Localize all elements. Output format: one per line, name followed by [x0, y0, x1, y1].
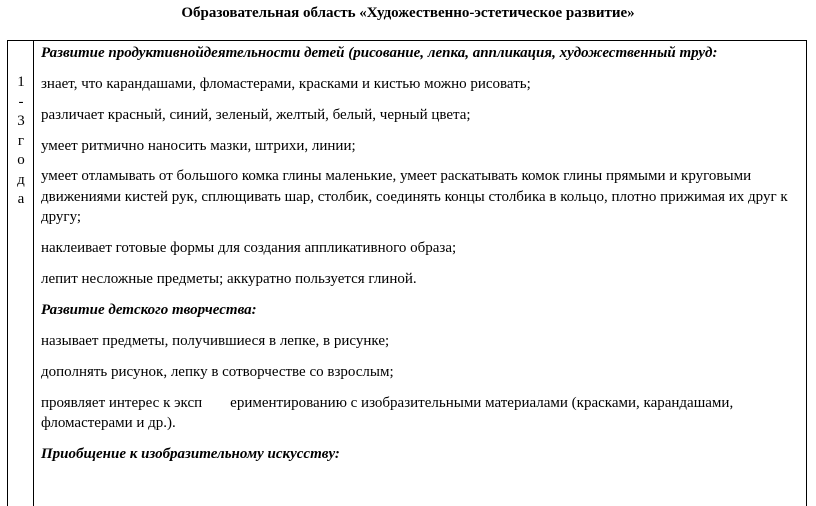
age-char: -	[18, 93, 24, 110]
section-heading-productive: Развитие продуктивнойдеятельности детей (рисование, лепка, аппликация, художественный труд:	[41, 45, 718, 61]
list-item: дополнять рисунок, лепку в сотворчестве со взрослым;	[41, 364, 394, 380]
age-char: 3	[17, 113, 25, 129]
list-item: умеет отламывать от большого комка глины маленькие, умеет раскатывать комок глины прямыми и круговыми	[41, 168, 752, 184]
list-item: знает, что карандашами, фломастерами, красками и кистью можно рисовать;	[41, 76, 531, 92]
section-heading-creativity: Развитие детского творчества:	[41, 302, 257, 318]
age-char: а	[17, 191, 25, 207]
section-heading-art: Приобщение к изобразительному искусству:	[41, 446, 340, 462]
age-char: 1	[17, 74, 25, 90]
age-char: о	[17, 152, 25, 168]
list-item: умеет ритмично наносить мазки, штрихи, линии;	[41, 138, 356, 154]
list-item-part: ериментированию с изобразительными материалами (красками, карандашами,	[230, 395, 734, 411]
age-char: д	[17, 171, 25, 188]
list-item: наклеивает готовые формы для создания аппликативного образа;	[41, 240, 457, 256]
age-char: г	[17, 132, 25, 149]
age-column	[8, 41, 34, 506]
list-item	[41, 394, 733, 413]
list-item-continuation: движениями кистей рук, сплющивать шар, столбик, соединять концы столбика в кольцо, плотно прижимая их друг к	[41, 189, 788, 205]
list-item: различает красный, синий, зеленый, желтый, белый, черный цвета;	[41, 107, 471, 123]
list-item: лепит несложные предметы; аккуратно пользуется глиной.	[41, 271, 417, 287]
list-item-continuation: другу;	[41, 209, 82, 225]
age-label	[8, 73, 34, 210]
list-item-continuation: фломастерами и др.).	[41, 415, 176, 431]
list-item-part: проявляет интерес к эксп	[41, 395, 203, 411]
content-table	[7, 40, 807, 506]
page-title: Образовательная область «Художественно-эстетическое развитие»	[181, 5, 635, 21]
list-item: называет предметы, получившиеся в лепке, в рисунке;	[41, 333, 390, 349]
